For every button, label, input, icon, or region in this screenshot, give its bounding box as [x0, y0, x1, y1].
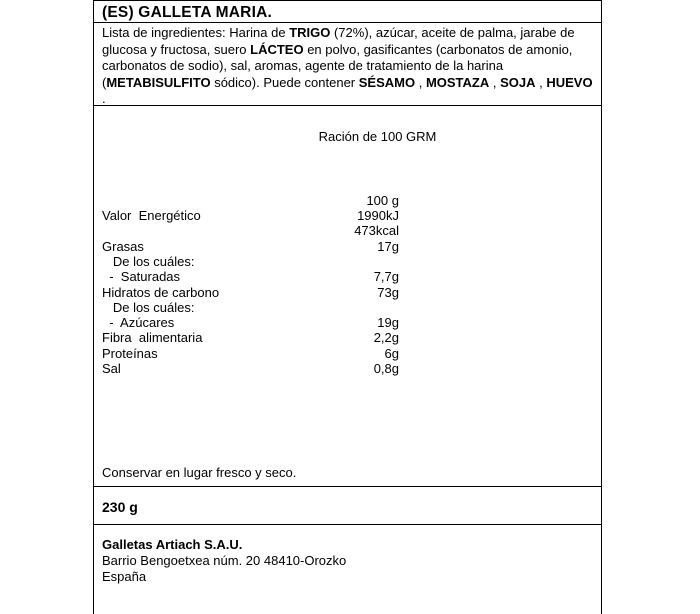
ingredients-list — [102, 25, 598, 108]
net-weight: 230 g — [102, 499, 138, 515]
storage-instructions: Conservar en lugar fresco y seco. — [102, 465, 297, 480]
manufacturer-country: España — [102, 569, 147, 584]
nutrition-value: 0,8g — [373, 361, 399, 376]
allergen-text: METABISULFITO — [106, 74, 211, 90]
nutrition-value: 473kcal — [354, 223, 399, 239]
allergen-text: SÉSAMO — [358, 74, 416, 90]
nutrition-label: Fibra alimentaria — [102, 330, 203, 346]
manufacturer-address: Barrio Bengoetxea núm. 20 48410-Orozko — [102, 553, 347, 568]
allergen-text: MOSTAZA — [425, 74, 490, 90]
ingredient-text: sódico). Puede contener — [210, 74, 359, 90]
nutrition-value: 6g — [384, 345, 399, 361]
serving-size: Ración de 100 GRM — [318, 129, 437, 144]
nutrition-label: De los cuáles: — [102, 253, 195, 269]
ingredients-divider — [94, 105, 601, 106]
ingredient-text: , — [489, 74, 501, 90]
ingredient-text: en polvo, gasificantes (carbonatos de amonio, carbonatos de sodio), sal, aromas, agente de tratamiento de la harina ( — [102, 41, 573, 90]
allergen-text: LÁCTEO — [250, 41, 304, 57]
allergen-text: SOJA — [500, 74, 536, 90]
nutrition-label: Grasas — [102, 238, 144, 254]
allergen-text: HUEVO — [546, 74, 593, 90]
nutrition-label: Valor Energético — [102, 208, 201, 223]
ingredient-text: . — [102, 91, 106, 106]
nutrition-label: Hidratos de carbono — [102, 284, 220, 300]
nutrition-value: 2,2g — [373, 330, 399, 346]
nutrition-value: 73g — [377, 284, 399, 300]
weight-divider — [94, 524, 601, 525]
ingredient-text: , — [535, 74, 547, 90]
nutrition-label: - Azúcares — [102, 315, 175, 331]
nutrition-value: 7,7g — [373, 269, 399, 285]
ingredient-text: , — [415, 74, 426, 90]
storage-divider — [94, 486, 601, 487]
nutrition-header: 100 g — [366, 193, 399, 208]
ingredient-text: Lista de ingredientes: Harina de — [102, 25, 290, 40]
manufacturer-name: Galletas Artiach S.A.U. — [102, 537, 243, 552]
nutrition-value: 19g — [377, 315, 399, 331]
product-label — [93, 0, 602, 614]
nutrition-value: 1990kJ — [357, 208, 399, 223]
nutrition-label: De los cuáles: — [102, 299, 195, 315]
nutrition-label: - Saturadas — [102, 269, 181, 285]
title-divider — [94, 22, 601, 23]
allergen-text: TRIGO — [289, 25, 331, 40]
manufacturer-block — [102, 537, 346, 585]
nutrition-label: Proteínas — [102, 345, 158, 361]
nutrition-label: Sal — [102, 361, 121, 376]
ingredient-text: (72%), azúcar, aceite de palma, jarabe de glucosa y fructosa, suero — [102, 25, 575, 57]
nutrition-value: 17g — [377, 238, 399, 254]
product-title: (ES) GALLETA MARIA. — [102, 4, 272, 21]
